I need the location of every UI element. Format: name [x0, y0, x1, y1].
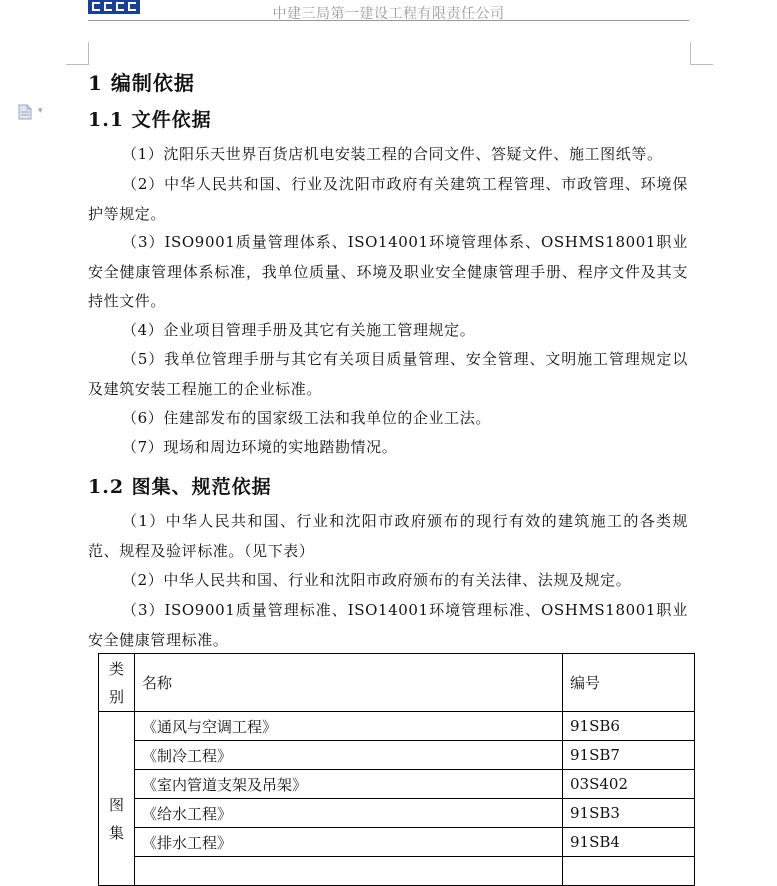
table-row — [99, 741, 695, 770]
table-cell-empty — [563, 857, 695, 886]
header-code: 编号 — [563, 654, 695, 712]
document-icon[interactable] — [18, 104, 32, 120]
group-label: 图集 — [99, 712, 135, 886]
table-cell-empty — [135, 857, 563, 886]
heading-1-2: 1.2 图集、规范依据 — [88, 476, 272, 498]
list-item: （3）ISO9001质量管理标准、ISO14001环境管理标准、OSHMS18001职业安全健康管理标准。 — [88, 601, 688, 649]
list-item: （7）现场和周边环境的实地踏勘情况。 — [122, 438, 398, 456]
list-item: （4）企业项目管理手册及其它有关施工管理规定。 — [122, 321, 476, 339]
header-rule — [88, 20, 689, 21]
table-cell-name: 《室内管道支架及吊架》 — [135, 770, 563, 799]
list-item: （3）ISO9001质量管理体系、ISO14001环境管理体系、OSHMS18001职业安全健康管理体系标准，我单位质量、环境及职业安全健康管理手册、程序文件及其支持性文件。 — [88, 233, 688, 310]
list-item: （1）中华人民共和国、行业和沈阳市政府颁布的现行有效的建筑施工的各类规范、规程及验评标准。（见下表） — [88, 512, 688, 560]
header-category: 类别 — [99, 654, 135, 712]
heading-1-1: 1.1 文件依据 — [88, 109, 212, 131]
header-name: 名称 — [135, 654, 563, 712]
table-row — [99, 828, 695, 857]
table-cell-code: 91SB6 — [563, 712, 695, 741]
table-row-partial — [99, 857, 695, 886]
margin-corner-right — [690, 42, 713, 65]
list-item: （5）我单位管理手册与其它有关项目质量管理、安全管理、文明施工管理规定以及建筑安装工程施工的企业标准。 — [88, 350, 688, 398]
standards-table — [98, 653, 695, 886]
table-cell-code: 91SB4 — [563, 828, 695, 857]
table-row — [99, 712, 695, 741]
page-header: 中建三局第一建设工程有限责任公司 — [272, 6, 505, 22]
chevron-down-icon[interactable]: ▾ — [38, 106, 43, 116]
table-cell-name: 《排水工程》 — [135, 828, 563, 857]
table-header-row — [99, 654, 695, 712]
table-row — [99, 799, 695, 828]
margin-corner-left — [66, 42, 89, 65]
table-cell-name: 《给水工程》 — [135, 799, 563, 828]
table-cell-code: 91SB3 — [563, 799, 695, 828]
table-cell-name: 《制冷工程》 — [135, 741, 563, 770]
list-item: （1）沈阳乐天世界百货店机电安装工程的合同文件、答疑文件、施工图纸等。 — [122, 145, 663, 163]
table-row — [99, 770, 695, 799]
heading-1: 1 编制依据 — [88, 71, 195, 95]
list-item: （2）中华人民共和国、行业及沈阳市政府有关建筑工程管理、市政管理、环境保护等规定。 — [88, 175, 688, 223]
table-cell-name: 《通风与空调工程》 — [135, 712, 563, 741]
list-item: （6）住建部发布的国家级工法和我单位的企业工法。 — [122, 409, 491, 427]
table-cell-code: 03S402 — [563, 770, 695, 799]
table-cell-code: 91SB7 — [563, 741, 695, 770]
list-item: （2）中华人民共和国、行业和沈阳市政府颁布的有关法律、法规及规定。 — [122, 571, 632, 589]
